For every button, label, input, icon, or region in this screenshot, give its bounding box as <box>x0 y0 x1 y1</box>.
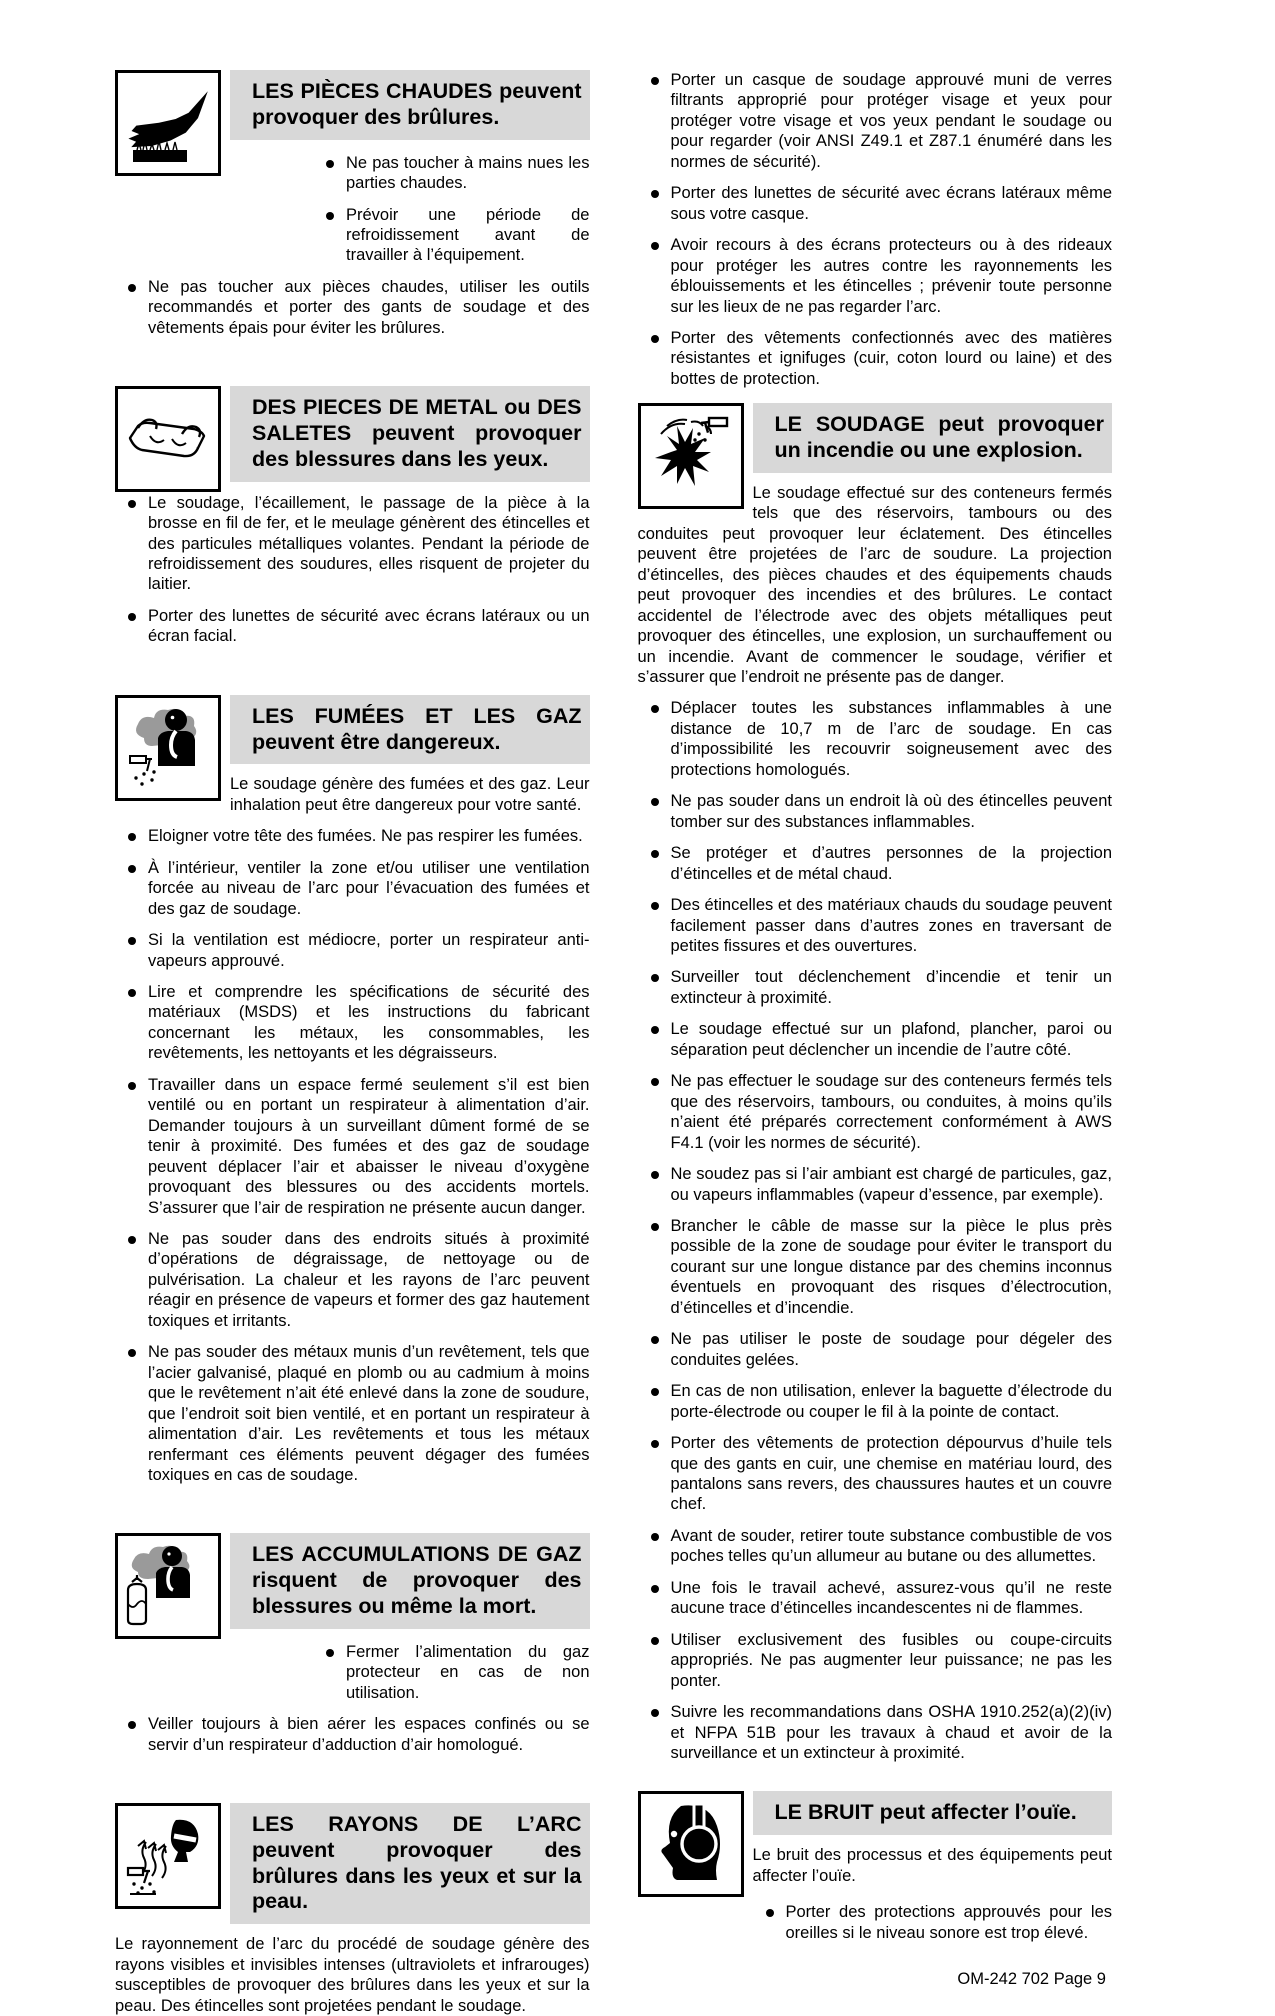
section-noise <box>638 1791 1113 1943</box>
bullet-item: Suivre les recommandations dans OSHA 1910.252(a)(2)(iv) et NFPA 51B pour les travaux à chaud et avoir de la surveillance et un extincteur à proximité. <box>638 1702 1113 1763</box>
bullet-item: Porter des lunettes de sécurité avec écrans latéraux même sous votre casque. <box>638 183 1113 224</box>
section-title: DES PIECES DE METAL ou DES SALETES peuvent provoquer des blessures dans les yeux. <box>230 386 590 481</box>
bullet-item: Si la ventilation est médiocre, porter un respirateur anti-vapeurs approuvé. <box>115 930 590 971</box>
bullet-item: Utiliser exclusivement des fusibles ou coupe-circuits appropriés. Ne pas augmenter leur puissance; ne pas les ponter. <box>638 1630 1113 1691</box>
section-title: LES RAYONS DE L’ARC peuvent provoquer des brûlures dans les yeux et sur la peau. <box>230 1803 590 1924</box>
bullet-item: Eloigner votre tête des fumées. Ne pas respirer les fumées. <box>115 826 590 846</box>
bullet-dot <box>651 1078 659 1086</box>
bullet-dot <box>128 500 136 508</box>
section-fumes-gases <box>115 695 590 1486</box>
bullet-item: Porter un casque de soudage approuvé muni de verres filtrants approprié pour protéger visage et yeux pour protéger votre visage et vos yeux pendant le soudage ou pour regarder (voir ANSI Z49.1 et Z87.1 énuméré dans les normes de sécurité). <box>638 70 1113 172</box>
bullet-dot <box>651 1709 659 1717</box>
bullet-item: Ne pas toucher à mains nues les parties chaudes. <box>230 153 590 194</box>
page-footer: OM-242 702 Page 9 <box>957 1970 1106 1989</box>
bullet-dot <box>651 1533 659 1541</box>
bullet-item: Lire et comprendre les spécifications de sécurité des matériaux (MSDS) et les instructions du fabricant concernant les métaux, les consommables, les revêtements, les nettoyants et les dégraisseurs. <box>115 982 590 1064</box>
bullet-item: Ne pas souder dans des endroits situés à proximité d’opérations de dégraissage, de nettoyage ou de pulvérisation. La chaleur et les rayons de l’arc peuvent réagir en présence de vapeurs et former des gaz hautement toxiques et irritants. <box>115 1229 590 1331</box>
bullet-item: Avoir recours à des écrans protecteurs ou à des rideaux pour protéger les autres contre les rayonnements les éblouissements et les étincelles ; prévenir toute personne sur les lieux de ne pas regarder l’arc. <box>638 235 1113 317</box>
bullet-dot <box>651 1637 659 1645</box>
right-column <box>638 70 1113 2016</box>
bullet-dot <box>326 160 334 168</box>
bullet-item: Déplacer toutes les substances inflammables à une distance de 10,7 m de l’arc de soudage. En cas d’impossibilité les recouvrir soigneusement avec des protections homologués. <box>638 698 1113 780</box>
bullet-item: Le soudage, l’écaillement, le passage de la pièce à la brosse en fil de fer, et le meulage génèrent des étincelles et des particules métalliques volantes. Pendant la période de refroidissement des soudures, elles risquent de projeter du laitier. <box>115 493 590 595</box>
bullet-dot <box>128 989 136 997</box>
bullet-item: Des étincelles et des matériaux chauds du soudage peuvent facilement passer dans d’autres zones en traversant de petites fissures et des ouvertures. <box>638 895 1113 956</box>
left-column <box>115 70 590 2016</box>
bullet-item: Ne soudez pas si l’air ambiant est chargé de particules, gaz, ou vapeurs inflammables (vapeur d’essence, par exemple). <box>638 1164 1113 1205</box>
bullet-dot <box>128 1721 136 1729</box>
bullet-dot <box>651 1171 659 1179</box>
inset-bullet-list <box>753 1886 1113 1943</box>
bullet-dot <box>128 865 136 873</box>
section-metal-pieces <box>115 386 590 647</box>
section-gas-accumulation <box>115 1533 590 1755</box>
fumes-person-icon <box>115 695 221 801</box>
bullet-dot <box>651 974 659 982</box>
arc-rays-icon <box>115 1803 221 1909</box>
section-lead: Le soudage effectué sur des conteneurs fermés tels que des réservoirs, tambours ou des conduites peut provoquer leur éclatement. Des étincelles peuvent être projetées de l’arc de soudure. La projection d’étincelles, des pièces chaudes et des équipements chauds peut provoquer des incendies et des brûlures. Le contact accidentel de l’électrode avec des objets métalliques peut provoquer des étincelles, une explosion, un surchauffement ou un incendie. Avant de commencer le soudage, vérifier et s’assurer que l’endroit ne présente pas de danger. <box>637 483 1112 687</box>
section-lead: Le soudage génère des fumées et des gaz. Leur inhalation peut être dangereux pour votre santé. <box>230 775 590 814</box>
bullet-dot <box>326 1649 334 1657</box>
bullet-dot <box>128 937 136 945</box>
bullet-item: Ne pas effectuer le soudage sur des conteneurs fermés tels que des réservoirs, tambours, ou conduites, à moins qu’ils n’aient été préparés correctement conformément à AWS F4.1 (voir les normes de sécurité). <box>638 1071 1113 1153</box>
bullet-item: Ne pas toucher aux pièces chaudes, utiliser les outils recommandés et porter des gants de soudage et des vêtements épais pour éviter les brûlures. <box>115 277 590 338</box>
bullet-dot <box>766 1909 774 1917</box>
bullet-dot <box>651 1585 659 1593</box>
bullet-dot <box>651 1440 659 1448</box>
bullet-dot <box>128 833 136 841</box>
section-hot-parts <box>115 70 590 338</box>
bullet-dot <box>651 1336 659 1344</box>
bullet-item: Le soudage effectué sur un plafond, plancher, paroi ou séparation peut déclencher un incendie de l’autre côté. <box>638 1019 1113 1060</box>
bullet-dot <box>651 335 659 343</box>
bullet-item: Se protéger et d’autres personnes de la projection d’étincelles et de métal chaud. <box>638 843 1113 884</box>
bullet-dot <box>651 77 659 85</box>
bullet-item: Ne pas utiliser le poste de soudage pour dégeler des conduites gelées. <box>638 1329 1113 1370</box>
hot-parts-icon <box>115 70 221 176</box>
bullet-dot <box>128 1236 136 1244</box>
section-fire-explosion <box>638 403 1113 1763</box>
bullet-dot <box>128 613 136 621</box>
bullet-item: Ne pas souder dans un endroit là où des étincelles peuvent tomber sur des substances inflammables. <box>638 791 1113 832</box>
bullet-item: Fermer l’alimentation du gaz protecteur en cas de non utilisation. <box>230 1642 590 1703</box>
inset-bullet-list <box>230 140 590 266</box>
bullet-dot <box>651 1388 659 1396</box>
bullet-dot <box>128 1082 136 1090</box>
bullet-item: À l’intérieur, ventiler la zone et/ou utiliser une ventilation forcée au niveau de l’arc pour l’évacuation des fumées et des gaz de soudage. <box>115 858 590 919</box>
section-title: LE SOUDAGE peut provoquer un incendie ou une explosion. <box>753 403 1113 473</box>
section-arc-rays <box>115 1803 590 2016</box>
bullet-dot <box>651 1223 659 1231</box>
bullet-item: Porter des lunettes de sécurité avec écrans latéraux ou un écran facial. <box>115 606 590 647</box>
fire-explosion-icon <box>638 403 744 509</box>
gas-accumulation-icon <box>115 1533 221 1639</box>
section-title: LE BRUIT peut affecter l’ouïe. <box>753 1791 1113 1835</box>
bullet-item: Travailler dans un espace fermé seulement s’il est bien ventilé ou en portant un respirateur à alimentation d’air. Demander toujours à un surveillant dûment formé de se tenir à proximité. Des fumées et des gaz de soudage peuvent déplacer l’air et abaisser le niveau d’oxygène provoquant des blessures ou des accidents mortels. S’assurer que l’air de respiration ne présente aucun danger. <box>115 1075 590 1218</box>
bullet-dot <box>326 212 334 220</box>
bullet-dot <box>651 190 659 198</box>
bullet-dot <box>651 798 659 806</box>
bullet-item: En cas de non utilisation, enlever la baguette d’électrode du porte-électrode ou couper le fil à la pointe de contact. <box>638 1381 1113 1422</box>
bullet-item: Prévoir une période de refroidissement avant de travailler à l’équipement. <box>230 205 590 266</box>
bullet-dot <box>651 705 659 713</box>
section-title: LES ACCUMULATIONS DE GAZ risquent de provoquer des blessures ou même la mort. <box>230 1533 590 1628</box>
bullet-dot <box>651 242 659 250</box>
inset-bullet-list <box>230 1629 590 1703</box>
bullet-item: Porter des vêtements confectionnés avec des matières résistantes et ignifuges (cuir, coton lourd ou laine) et des bottes de protection. <box>638 328 1113 389</box>
bullet-item: Porter des protections approuvés pour les oreilles si le niveau sonore est trop élevé. <box>753 1902 1113 1943</box>
bullet-item: Brancher le câble de masse sur la pièce le plus près possible de la zone de soudage pour éviter le transport du courant sur une longue distance par des chemins inconnus éventuels en provoquant des risques d’électrocution, d’étincelles et d’incendie. <box>638 1216 1113 1318</box>
bullet-dot <box>651 1026 659 1034</box>
section-title: LES PIÈCES CHAUDES peuvent provoquer des brûlures. <box>230 70 590 140</box>
bullet-dot <box>128 284 136 292</box>
bullet-item: Porter des vêtements de protection dépourvus d’huile tels que des gants en cuir, une chemise en matériau lourd, des pantalons sans revers, des chaussures hautes et un couvre chef. <box>638 1433 1113 1515</box>
bullet-item: Avant de souder, retirer toute substance combustible de vos poches telles qu’un allumeur au butane ou des allumettes. <box>638 1526 1113 1567</box>
bullet-item: Surveiller tout déclenchement d’incendie et tenir un extincteur à proximité. <box>638 967 1113 1008</box>
section-lead: Le rayonnement de l’arc du procédé de soudage génère des rayons visibles et invisibles intenses (ultraviolets et infrarouges) susceptibles de provoquer des brûlures dans les yeux et sur la peau. Des étincelles sont projetées pendant le soudage. <box>115 1935 590 2015</box>
bullet-dot <box>128 1349 136 1357</box>
bullet-dot <box>651 902 659 910</box>
arc-rays-continued-bullets <box>638 70 1113 389</box>
ear-protection-icon <box>638 1791 744 1897</box>
section-title: LES FUMÉES ET LES GAZ peuvent être dangereux. <box>230 695 590 765</box>
bullet-dot <box>651 850 659 858</box>
safety-glasses-icon <box>115 386 221 492</box>
bullet-item: Une fois le travail achevé, assurez-vous qu’il ne reste aucune trace d’étincelles incandescentes ni de flammes. <box>638 1578 1113 1619</box>
bullet-item: Veiller toujours à bien aérer les espaces confinés ou se servir d’un respirateur d’adduction d’air homologué. <box>115 1714 590 1755</box>
bullet-item: Ne pas souder des métaux munis d’un revêtement, tels que l’acier galvanisé, plaqué en plomb ou au cadmium à moins que le revêtement n’ait été enlevé dans la zone de soudure, que l’endroit soit bien ventilé, et en portant un respirateur à alimentation d’air. Les revêtements et tous les métaux renfermant ces éléments peuvent dégager des fumées toxiques en cas de soudage. <box>115 1342 590 1485</box>
section-lead: Le bruit des processus et des équipements peut affecter l’ouïe. <box>752 1846 1112 1885</box>
